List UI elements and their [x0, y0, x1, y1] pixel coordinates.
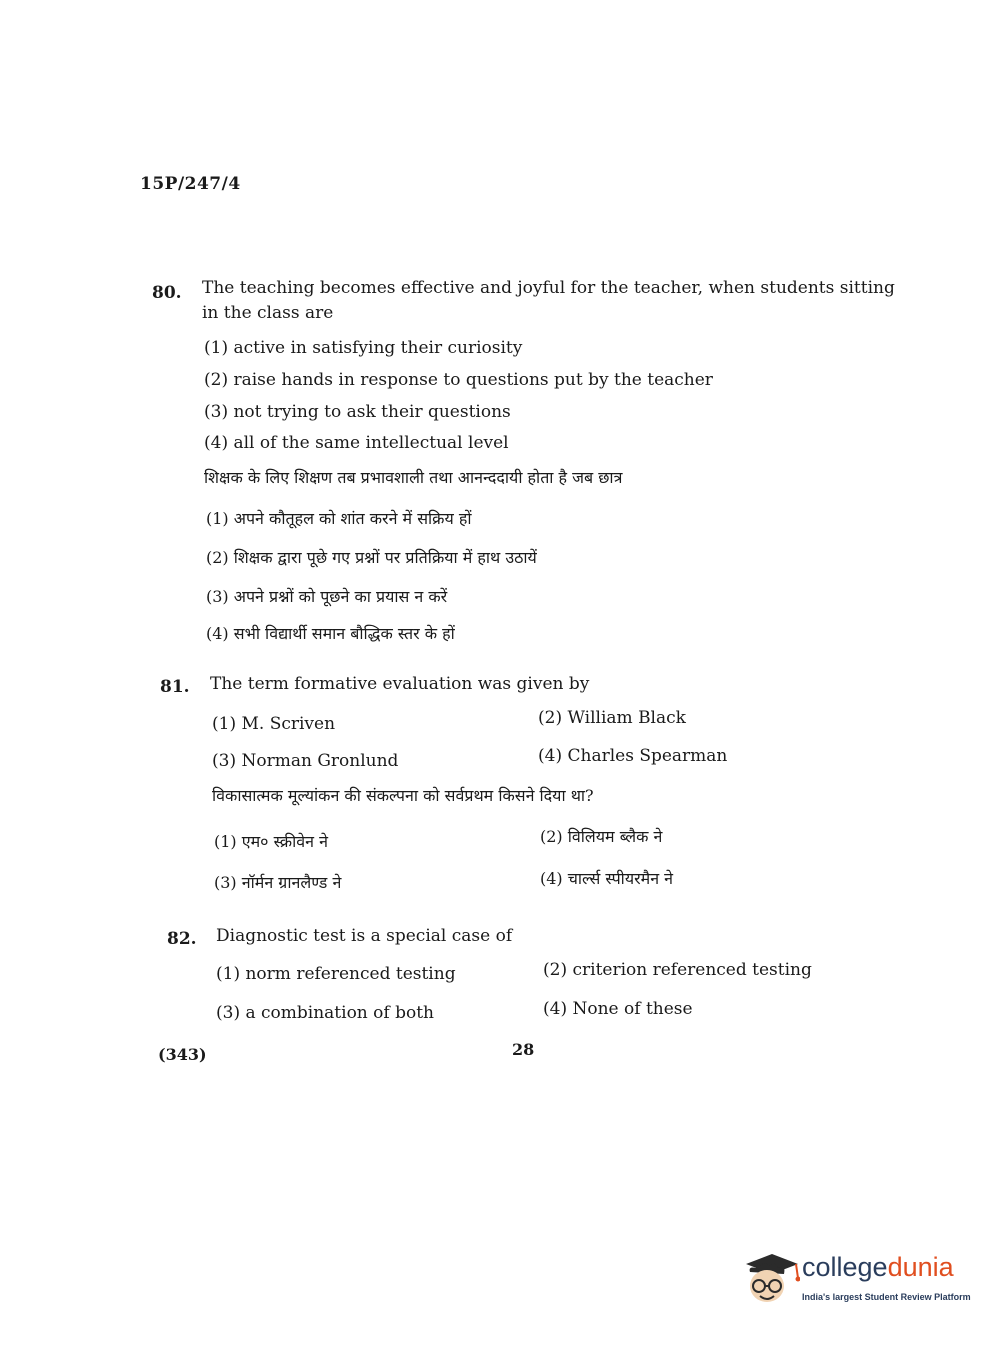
- option-hi: (3) अपने प्रश्नों को पूछने का प्रयास न करें: [206, 587, 448, 606]
- question-text-en: in the class are: [202, 303, 334, 323]
- option-hi: (3) नॉर्मन ग्रानलैण्ड ने: [214, 873, 342, 892]
- option-en: (4) Charles Spearman: [538, 746, 728, 766]
- option-hi: (1) एम० स्क्रीवेन ने: [214, 832, 328, 851]
- option-hi: (4) चार्ल्स स्पीयरमैन ने: [540, 869, 674, 888]
- option-en: (1) active in satisfying their curiosity: [204, 338, 523, 358]
- option-en: (2) criterion referenced testing: [543, 960, 812, 980]
- option-en: (2) William Black: [538, 708, 686, 728]
- paper-code: 15P/247/4: [140, 174, 241, 194]
- option-hi: (4) सभी विद्यार्थी समान बौद्धिक स्तर के हों: [206, 624, 455, 643]
- option-en: (3) a combination of both: [216, 1003, 434, 1023]
- question-text-en: The term formative evaluation was given by: [210, 674, 590, 694]
- brand-tagline: India's largest Student Review Platform: [802, 1292, 971, 1302]
- option-en: (3) not trying to ask their questions: [204, 402, 511, 422]
- question-number: 82.: [167, 929, 197, 949]
- option-en: (1) norm referenced testing: [216, 964, 456, 984]
- option-hi: (1) अपने कौतूहल को शांत करने में सक्रिय हों: [206, 509, 472, 528]
- page-number: 28: [512, 1040, 535, 1059]
- brand-name-main: college: [802, 1252, 888, 1282]
- series-code: (343): [158, 1045, 207, 1064]
- question-text-en: The teaching becomes effective and joyful for the teacher, when students sitting: [202, 278, 895, 298]
- option-en: (3) Norman Gronlund: [212, 751, 399, 771]
- option-en: (4) all of the same intellectual level: [204, 433, 509, 453]
- question-number: 81.: [160, 677, 190, 697]
- question-text-en: Diagnostic test is a special case of: [216, 926, 513, 946]
- brand-name: [802, 1252, 954, 1283]
- option-en: (4) None of these: [543, 999, 693, 1019]
- brand-name-accent: dunia: [887, 1252, 954, 1282]
- option-en: (2) raise hands in response to questions put by the teacher: [204, 370, 713, 390]
- option-en: (1) M. Scriven: [212, 714, 336, 734]
- graduate-mascot-icon: [740, 1246, 800, 1312]
- question-text-hi: शिक्षक के लिए शिक्षण तब प्रभावशाली तथा आनन्ददायी होता है जब छात्र: [204, 468, 623, 487]
- collegedunia-watermark: [740, 1246, 970, 1316]
- option-hi: (2) शिक्षक द्वारा पूछे गए प्रश्नों पर प्रतिक्रिया में हाथ उठायें: [206, 548, 537, 567]
- question-number: 80.: [152, 283, 182, 303]
- option-hi: (2) विलियम ब्लैक ने: [540, 827, 663, 846]
- question-text-hi: विकासात्मक मूल्यांकन की संकल्पना को सर्वप्रथम किसने दिया था?: [212, 786, 594, 805]
